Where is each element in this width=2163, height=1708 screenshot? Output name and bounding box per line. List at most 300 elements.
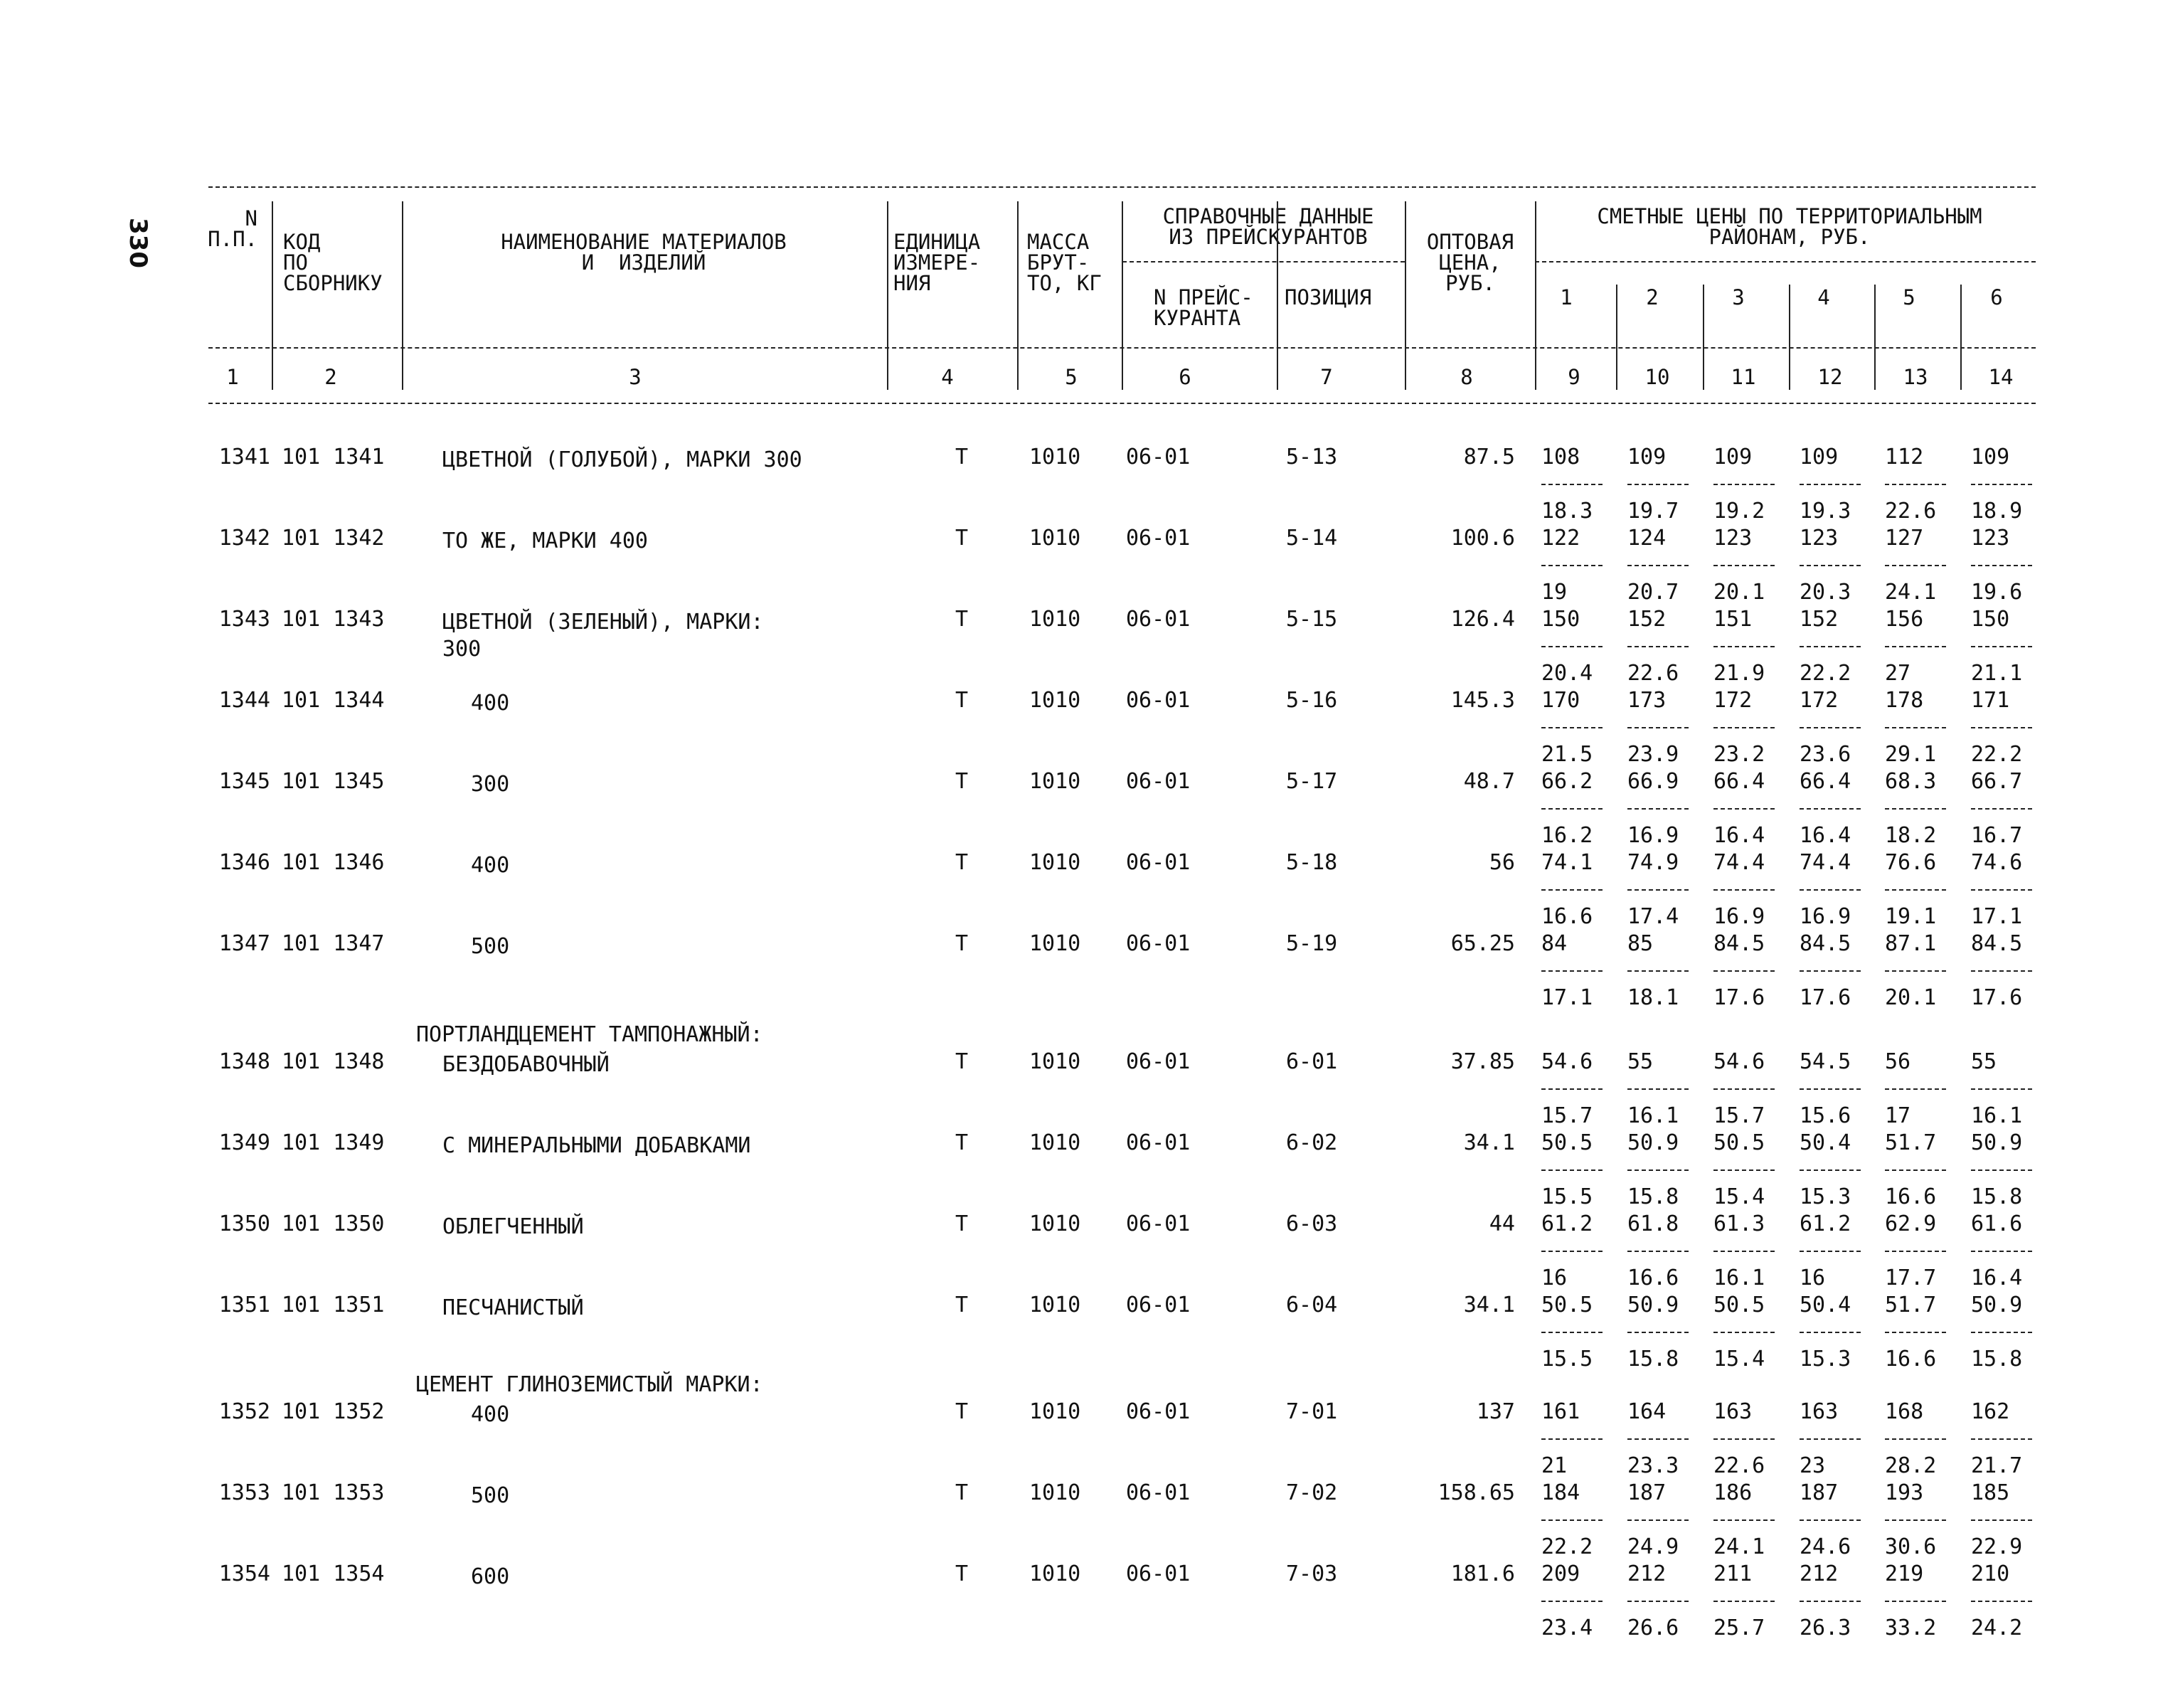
region-price: 187 (1627, 1480, 1667, 1505)
row-code: 101 1348 (282, 1049, 385, 1074)
mass: 1010 (1029, 1399, 1081, 1424)
dashed-rule (1713, 889, 1775, 891)
transport-cost: 26.6 (1627, 1616, 1679, 1640)
transport-cost: 15.8 (1627, 1347, 1679, 1372)
region-price: 55 (1971, 1049, 1997, 1074)
dashed-rule (1885, 484, 1946, 485)
transport-cost: 15.8 (1971, 1184, 2023, 1209)
mass: 1010 (1029, 1561, 1081, 1586)
transport-cost: 17.6 (1713, 985, 1765, 1010)
region-price: 156 (1885, 607, 1924, 632)
transport-cost: 19.3 (1800, 499, 1851, 524)
transport-cost: 15.3 (1800, 1184, 1851, 1209)
region-number: 6 (1990, 285, 2003, 309)
column-number: 9 (1568, 365, 1580, 389)
header-col-7: ПОЗИЦИЯ (1285, 285, 1372, 309)
unit: Т (955, 769, 969, 794)
column-number: 13 (1903, 365, 1928, 389)
transport-cost: 20.1 (1713, 580, 1765, 605)
dashed-rule (1885, 970, 1946, 972)
transport-cost: 30.6 (1885, 1534, 1937, 1559)
region-price: 210 (1971, 1561, 2010, 1586)
region-price: 171 (1971, 688, 2010, 713)
dashed-rule (1885, 1088, 1946, 1090)
row-code: 101 1352 (282, 1399, 385, 1424)
transport-cost: 15.4 (1713, 1184, 1765, 1209)
transport-cost: 23.9 (1627, 742, 1679, 767)
region-price: 186 (1713, 1480, 1753, 1505)
region-price: 56 (1885, 1049, 1911, 1074)
material-name: ОБЛЕГЧЕННЫЙ (442, 1214, 584, 1239)
material-name: ЦВЕТНОЙ (ГОЛУБОЙ), МАРКИ 300 (442, 447, 802, 472)
region-price: 61.6 (1971, 1211, 2023, 1236)
position: 5-15 (1286, 607, 1338, 632)
region-price: 172 (1800, 688, 1839, 713)
material-name: 500 (471, 1483, 510, 1508)
column-separator (1535, 201, 1536, 390)
column-separator (1122, 201, 1123, 390)
dashed-rule (1971, 565, 2032, 566)
transport-cost: 18.1 (1627, 985, 1679, 1010)
transport-cost: 16.4 (1713, 823, 1765, 848)
unit: Т (955, 1293, 969, 1317)
region-price: 61.8 (1627, 1211, 1679, 1236)
dashed-rule (1627, 889, 1689, 891)
row-code: 101 1350 (282, 1211, 385, 1236)
dashed-rule (1541, 1332, 1603, 1333)
region-price: 87.1 (1885, 931, 1937, 956)
dashed-rule (1800, 727, 1861, 728)
region-number: 5 (1903, 285, 1915, 309)
dashed-rule (1971, 1251, 2032, 1252)
transport-cost: 24.2 (1971, 1616, 2023, 1640)
column-separator (1874, 285, 1876, 390)
transport-cost: 22.6 (1885, 499, 1937, 524)
dashed-rule (1971, 1088, 2032, 1090)
dashed-rule (208, 403, 2036, 404)
position: 5-16 (1286, 688, 1338, 713)
region-price: 84.5 (1971, 931, 2023, 956)
row-number: 1347 (218, 931, 270, 956)
transport-cost: 15.3 (1800, 1347, 1851, 1372)
column-number: 1 (226, 365, 239, 389)
wholesale-price: 137 (1476, 1399, 1515, 1424)
transport-cost: 21.1 (1971, 661, 2023, 686)
region-price: 50.5 (1541, 1293, 1593, 1317)
region-price: 127 (1885, 526, 1924, 551)
dashed-rule (1800, 1169, 1861, 1171)
transport-cost: 16.6 (1627, 1266, 1679, 1290)
material-name: ТО ЖЕ, МАРКИ 400 (442, 529, 648, 553)
unit: Т (955, 445, 969, 470)
region-price: 84.5 (1713, 931, 1765, 956)
dashed-rule (1541, 808, 1603, 810)
position: 5-14 (1286, 526, 1338, 551)
region-price: 50.9 (1971, 1130, 2023, 1155)
dashed-rule (1971, 1169, 2032, 1171)
region-price: 172 (1713, 688, 1753, 713)
pricelist: 06-01 (1126, 850, 1191, 875)
region-price: 68.3 (1885, 769, 1937, 794)
row-code: 101 1347 (282, 931, 385, 956)
region-price: 84.5 (1800, 931, 1851, 956)
mass: 1010 (1029, 1130, 1081, 1155)
transport-cost: 21.9 (1713, 661, 1765, 686)
region-price: 162 (1971, 1399, 2010, 1424)
region-price: 66.7 (1971, 769, 2023, 794)
dashed-rule (1800, 1519, 1861, 1521)
column-separator (887, 201, 888, 390)
row-code: 101 1354 (282, 1561, 385, 1586)
region-price: 123 (1971, 526, 2010, 551)
material-name: БЕЗДОБАВОЧНЫЙ (442, 1052, 610, 1077)
position: 5-17 (1286, 769, 1338, 794)
transport-cost: 19.6 (1971, 580, 2023, 605)
transport-cost: 17 (1885, 1103, 1911, 1128)
column-separator (402, 201, 403, 390)
transport-cost: 33.2 (1885, 1616, 1937, 1640)
dashed-rule (1800, 484, 1861, 485)
pricelist: 06-01 (1126, 1399, 1191, 1424)
transport-cost: 15.4 (1713, 1347, 1765, 1372)
region-price: 212 (1627, 1561, 1667, 1586)
region-price: 109 (1713, 445, 1753, 470)
mass: 1010 (1029, 850, 1081, 875)
transport-cost: 22.2 (1800, 661, 1851, 686)
transport-cost: 16 (1800, 1266, 1826, 1290)
region-price: 50.5 (1541, 1130, 1593, 1155)
dashed-rule (1800, 1251, 1861, 1252)
dashed-rule (1800, 889, 1861, 891)
transport-cost: 15.7 (1713, 1103, 1765, 1128)
region-price: 122 (1541, 526, 1580, 551)
row-number: 1350 (218, 1211, 270, 1236)
mass: 1010 (1029, 769, 1081, 794)
dashed-rule (1800, 1088, 1861, 1090)
pricelist: 06-01 (1126, 769, 1191, 794)
region-price: 76.6 (1885, 850, 1937, 875)
transport-cost: 17.6 (1800, 985, 1851, 1010)
header-col-3: НАИМЕНОВАНИЕ МАТЕРИАЛОВ И ИЗДЕЛИЙ (501, 230, 787, 275)
transport-cost: 23.2 (1713, 742, 1765, 767)
region-price: 211 (1713, 1561, 1753, 1586)
row-number: 1352 (218, 1399, 270, 1424)
region-price: 109 (1627, 445, 1667, 470)
dashed-rule (1885, 808, 1946, 810)
wholesale-price: 56 (1489, 850, 1515, 875)
wholesale-price: 48.7 (1463, 769, 1515, 794)
transport-cost: 15.5 (1541, 1184, 1593, 1209)
dashed-rule (1713, 1088, 1775, 1090)
region-price: 150 (1541, 607, 1580, 632)
wholesale-price: 65.25 (1450, 931, 1515, 956)
group-heading: ПОРТЛАНДЦЕМЕНТ ТАМПОНАЖНЫЙ: (416, 1022, 763, 1047)
material-name: 400 (471, 691, 510, 716)
transport-cost: 22.9 (1971, 1534, 2023, 1559)
region-price: 74.9 (1627, 850, 1679, 875)
material-name: ЦВЕТНОЙ (ЗЕЛЕНЫЙ), МАРКИ: 300 (442, 610, 764, 662)
region-price: 108 (1541, 445, 1580, 470)
mass: 1010 (1029, 1480, 1081, 1505)
region-price: 74.1 (1541, 850, 1593, 875)
pricelist: 06-01 (1126, 1561, 1191, 1586)
region-price: 193 (1885, 1480, 1924, 1505)
dashed-rule (1713, 1601, 1775, 1602)
transport-cost: 20.3 (1800, 580, 1851, 605)
region-price: 163 (1800, 1399, 1839, 1424)
dashed-rule (1713, 1332, 1775, 1333)
transport-cost: 19.1 (1885, 904, 1937, 929)
unit: Т (955, 1480, 969, 1505)
dashed-rule (1885, 727, 1946, 728)
transport-cost: 17.1 (1971, 904, 2023, 929)
row-number: 1344 (218, 688, 270, 713)
row-code: 101 1351 (282, 1293, 385, 1317)
dashed-rule (1713, 565, 1775, 566)
position: 7-02 (1286, 1480, 1338, 1505)
dashed-rule (1541, 727, 1603, 728)
unit: Т (955, 607, 969, 632)
header-col-8: ОПТОВАЯ ЦЕНА, РУБ. (1426, 230, 1514, 295)
dashed-rule (1800, 1601, 1861, 1602)
row-number: 1354 (218, 1561, 270, 1586)
region-price: 62.9 (1885, 1211, 1937, 1236)
transport-cost: 15.8 (1971, 1347, 2023, 1372)
dashed-rule (1713, 1169, 1775, 1171)
transport-cost: 24.1 (1713, 1534, 1765, 1559)
transport-cost: 16.6 (1885, 1184, 1937, 1209)
column-number: 5 (1065, 365, 1078, 389)
region-price: 50.4 (1800, 1130, 1851, 1155)
dashed-rule (1627, 1519, 1689, 1521)
transport-cost: 15.6 (1800, 1103, 1851, 1128)
dashed-rule (1800, 1332, 1861, 1333)
region-price: 61.3 (1713, 1211, 1765, 1236)
row-code: 101 1341 (282, 445, 385, 470)
dashed-rule (1541, 1088, 1603, 1090)
transport-cost: 16 (1541, 1266, 1568, 1290)
position: 6-02 (1286, 1130, 1338, 1155)
transport-cost: 26.3 (1800, 1616, 1851, 1640)
material-name: ПЕСЧАНИСТЫЙ (442, 1295, 584, 1320)
dashed-rule (1713, 1519, 1775, 1521)
transport-cost: 16.1 (1713, 1266, 1765, 1290)
dashed-rule (1713, 808, 1775, 810)
transport-cost: 18.9 (1971, 499, 2023, 524)
pricelist: 06-01 (1126, 1211, 1191, 1236)
page-number: 330 (124, 218, 152, 268)
row-number: 1345 (218, 769, 270, 794)
column-separator (1017, 201, 1019, 390)
unit: Т (955, 526, 969, 551)
material-name: 400 (471, 1402, 510, 1427)
region-price: 54.6 (1541, 1049, 1593, 1074)
column-separator (272, 201, 273, 390)
dashed-rule (1541, 646, 1603, 647)
dashed-rule (1800, 1438, 1861, 1440)
row-number: 1353 (218, 1480, 270, 1505)
column-number: 11 (1731, 365, 1756, 389)
pricelist: 06-01 (1126, 1480, 1191, 1505)
dashed-rule (1713, 1438, 1775, 1440)
dashed-rule (1800, 565, 1861, 566)
mass: 1010 (1029, 1049, 1081, 1074)
transport-cost: 23.3 (1627, 1453, 1679, 1478)
region-price: 55 (1627, 1049, 1654, 1074)
row-number: 1341 (218, 445, 270, 470)
dashed-rule (1627, 1088, 1689, 1090)
transport-cost: 29.1 (1885, 742, 1937, 767)
material-name: 400 (471, 853, 510, 878)
transport-cost: 22.2 (1971, 742, 2023, 767)
dashed-rule (1627, 1169, 1689, 1171)
transport-cost: 21 (1541, 1453, 1568, 1478)
row-number: 1342 (218, 526, 270, 551)
wholesale-price: 37.85 (1450, 1049, 1515, 1074)
dashed-rule (1971, 1332, 2032, 1333)
transport-cost: 16.6 (1541, 904, 1593, 929)
wholesale-price: 158.65 (1437, 1480, 1515, 1505)
dashed-rule (1800, 808, 1861, 810)
region-price: 50.9 (1627, 1293, 1679, 1317)
transport-cost: 16.4 (1971, 1266, 2023, 1290)
row-code: 101 1346 (282, 850, 385, 875)
dashed-rule (1541, 1169, 1603, 1171)
column-number: 4 (941, 365, 954, 389)
dashed-rule (1885, 565, 1946, 566)
dashed-rule (1541, 1519, 1603, 1521)
column-separator (1277, 285, 1278, 334)
dashed-rule (1885, 1438, 1946, 1440)
dashed-rule (1541, 565, 1603, 566)
row-number: 1346 (218, 850, 270, 875)
region-price: 66.2 (1541, 769, 1593, 794)
header-col-6-7: СПРАВОЧНЫЕ ДАННЫЕ ИЗ ПРЕЙСКУРАНТОВ (1162, 204, 1374, 249)
transport-cost: 16.9 (1627, 823, 1679, 848)
unit: Т (955, 1399, 969, 1424)
dashed-rule (1541, 484, 1603, 485)
region-price: 85 (1627, 931, 1654, 956)
region-price: 74.4 (1713, 850, 1765, 875)
region-price: 109 (1800, 445, 1839, 470)
dashed-rule (208, 186, 2036, 188)
dashed-rule (1971, 1601, 2032, 1602)
region-price: 124 (1627, 526, 1667, 551)
column-number: 7 (1320, 365, 1333, 389)
transport-cost: 16.1 (1971, 1103, 2023, 1128)
column-separator (1616, 285, 1617, 390)
column-separator (1960, 285, 1962, 390)
position: 6-03 (1286, 1211, 1338, 1236)
mass: 1010 (1029, 1293, 1081, 1317)
transport-cost: 20.4 (1541, 661, 1593, 686)
position: 6-01 (1286, 1049, 1338, 1074)
dashed-rule (1122, 261, 1405, 262)
region-price: 170 (1541, 688, 1580, 713)
transport-cost: 16.7 (1971, 823, 2023, 848)
material-name: 600 (471, 1564, 510, 1589)
column-number: 8 (1460, 365, 1473, 389)
row-number: 1351 (218, 1293, 270, 1317)
wholesale-price: 145.3 (1450, 688, 1515, 713)
mass: 1010 (1029, 607, 1081, 632)
transport-cost: 16.4 (1800, 823, 1851, 848)
unit: Т (955, 1211, 969, 1236)
region-price: 112 (1885, 445, 1924, 470)
column-separator (1703, 285, 1704, 390)
transport-cost: 24.6 (1800, 1534, 1851, 1559)
dashed-rule (1541, 970, 1603, 972)
transport-cost: 17.1 (1541, 985, 1593, 1010)
mass: 1010 (1029, 526, 1081, 551)
row-number: 1348 (218, 1049, 270, 1074)
region-price: 123 (1800, 526, 1839, 551)
region-price: 50.5 (1713, 1293, 1765, 1317)
transport-cost: 16.6 (1885, 1347, 1937, 1372)
dashed-rule (1627, 1332, 1689, 1333)
region-price: 74.4 (1800, 850, 1851, 875)
region-number: 2 (1646, 285, 1659, 309)
column-number: 12 (1817, 365, 1843, 389)
region-price: 151 (1713, 607, 1753, 632)
transport-cost: 24.9 (1627, 1534, 1679, 1559)
dashed-rule (1885, 889, 1946, 891)
dashed-rule (1627, 727, 1689, 728)
dashed-rule (1713, 970, 1775, 972)
unit: Т (955, 1049, 969, 1074)
region-price: 84 (1541, 931, 1568, 956)
transport-cost: 17.7 (1885, 1266, 1937, 1290)
region-price: 209 (1541, 1561, 1580, 1586)
region-price: 184 (1541, 1480, 1580, 1505)
position: 5-19 (1286, 931, 1338, 956)
transport-cost: 16.9 (1800, 904, 1851, 929)
mass: 1010 (1029, 1211, 1081, 1236)
dashed-rule (1885, 1519, 1946, 1521)
unit: Т (955, 850, 969, 875)
row-code: 101 1353 (282, 1480, 385, 1505)
dashed-rule (1885, 1251, 1946, 1252)
region-price: 109 (1971, 445, 2010, 470)
transport-cost: 18.3 (1541, 499, 1593, 524)
pricelist: 06-01 (1126, 1293, 1191, 1317)
pricelist: 06-01 (1126, 931, 1191, 956)
dashed-rule (1885, 1169, 1946, 1171)
region-price: 50.9 (1627, 1130, 1679, 1155)
dashed-rule (1885, 646, 1946, 647)
dashed-rule (1885, 1332, 1946, 1333)
position: 7-03 (1286, 1561, 1338, 1586)
transport-cost: 18.2 (1885, 823, 1937, 848)
dashed-rule (1627, 646, 1689, 647)
row-code: 101 1344 (282, 688, 385, 713)
region-price: 66.4 (1800, 769, 1851, 794)
header-col-9-14: СМЕТНЫЕ ЦЕНЫ ПО ТЕРРИТОРИАЛЬНЫМ РАЙОНАМ, РУБ. (1597, 204, 1982, 249)
region-number: 4 (1817, 285, 1830, 309)
dashed-rule (1627, 565, 1689, 566)
transport-cost: 17.4 (1627, 904, 1679, 929)
row-code: 101 1345 (282, 769, 385, 794)
region-price: 61.2 (1800, 1211, 1851, 1236)
dashed-rule (1713, 1251, 1775, 1252)
position: 5-18 (1286, 850, 1338, 875)
region-price: 150 (1971, 607, 2010, 632)
header-col-4: ЕДИНИЦА ИЗМЕРЕ- НИЯ (893, 230, 981, 295)
dashed-rule (1627, 1601, 1689, 1602)
region-price: 212 (1800, 1561, 1839, 1586)
wholesale-price: 44 (1489, 1211, 1515, 1236)
dashed-rule (1713, 646, 1775, 647)
